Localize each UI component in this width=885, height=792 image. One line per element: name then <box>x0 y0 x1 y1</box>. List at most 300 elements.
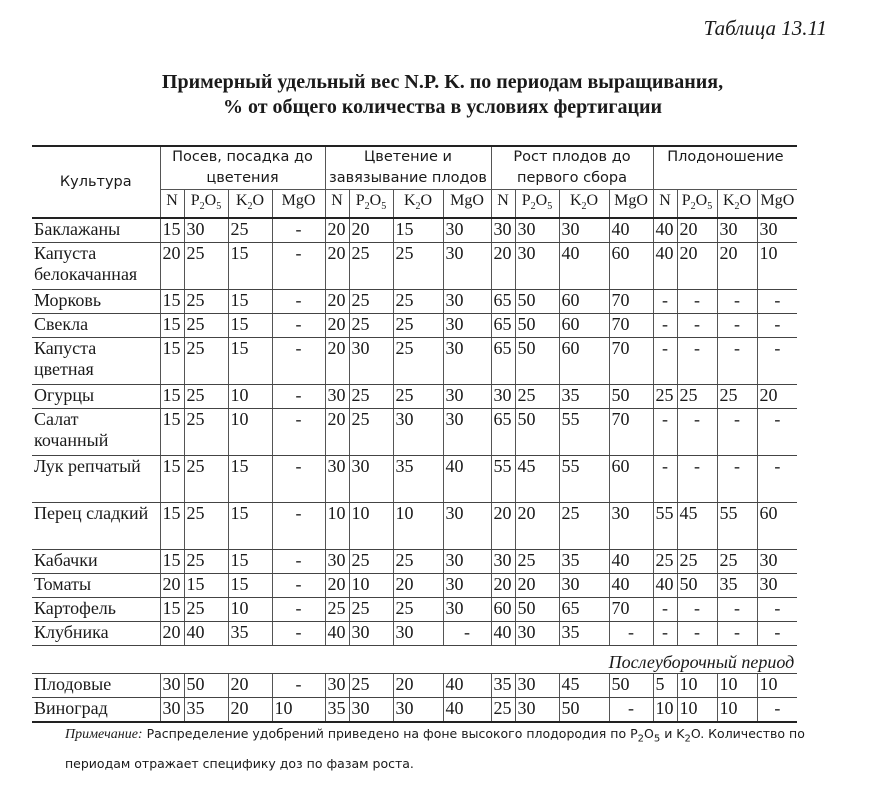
value-cell: 50 <box>184 674 228 698</box>
value-cell: 25 <box>515 385 559 409</box>
value-cell: 35 <box>228 622 272 646</box>
value-cell: 30 <box>757 550 797 574</box>
value-cell: 10 <box>393 503 443 550</box>
value-cell: 50 <box>559 698 609 723</box>
table-row <box>32 243 797 290</box>
value-cell: 10 <box>653 698 677 723</box>
value-cell: 65 <box>559 598 609 622</box>
value-cell: 30 <box>515 622 559 646</box>
value-cell: 25 <box>184 598 228 622</box>
value-cell: 25 <box>184 550 228 574</box>
value-cell: 30 <box>443 218 491 243</box>
value-cell: 15 <box>160 456 184 503</box>
value-cell: 55 <box>491 456 515 503</box>
value-cell: 25 <box>393 314 443 338</box>
value-cell: 30 <box>559 218 609 243</box>
value-cell: 30 <box>325 385 349 409</box>
value-cell: 15 <box>228 503 272 550</box>
value-cell: 65 <box>491 290 515 314</box>
value-cell: 20 <box>325 290 349 314</box>
header-nutrient: N <box>653 190 677 219</box>
header-period: Рост плодов до первого сбора <box>491 146 653 190</box>
value-cell: 20 <box>717 243 757 290</box>
value-cell: 25 <box>184 409 228 456</box>
value-cell: - <box>272 503 325 550</box>
value-cell: 30 <box>184 218 228 243</box>
value-cell: - <box>757 409 797 456</box>
value-cell: - <box>272 456 325 503</box>
table-row <box>32 456 797 503</box>
value-cell: 70 <box>609 338 653 385</box>
value-cell: 40 <box>443 674 491 698</box>
value-cell: 30 <box>443 598 491 622</box>
title-line-1: Примерный удельный вес N.P. K. по периодам выращивания, <box>161 71 724 93</box>
header-nutrient: $K_2O$ <box>228 190 272 219</box>
table-body <box>32 218 797 722</box>
value-cell: 25 <box>184 385 228 409</box>
value-cell: 10 <box>228 385 272 409</box>
value-cell: 30 <box>491 385 515 409</box>
value-cell: 70 <box>609 598 653 622</box>
value-cell: 25 <box>184 503 228 550</box>
value-cell: - <box>677 338 717 385</box>
value-cell: 30 <box>443 550 491 574</box>
value-cell: 35 <box>325 698 349 723</box>
value-cell: 30 <box>349 622 393 646</box>
value-cell: - <box>272 574 325 598</box>
value-cell: - <box>717 622 757 646</box>
value-cell: 70 <box>609 290 653 314</box>
header-row-periods <box>32 146 797 190</box>
table-row <box>32 314 797 338</box>
value-cell: 30 <box>717 218 757 243</box>
header-nutrient: N <box>160 190 184 219</box>
value-cell: 25 <box>349 598 393 622</box>
value-cell: - <box>272 243 325 290</box>
value-cell: - <box>757 456 797 503</box>
value-cell: 20 <box>325 409 349 456</box>
value-cell: 30 <box>393 698 443 723</box>
value-cell: 10 <box>228 598 272 622</box>
value-cell: - <box>677 456 717 503</box>
value-cell: 20 <box>325 218 349 243</box>
value-cell: 5 <box>653 674 677 698</box>
value-cell: 50 <box>515 314 559 338</box>
value-cell: 25 <box>653 385 677 409</box>
value-cell: 50 <box>515 290 559 314</box>
value-cell: 45 <box>515 456 559 503</box>
value-cell: 30 <box>515 243 559 290</box>
culture-name: Огурцы <box>32 385 160 409</box>
value-cell: 20 <box>491 574 515 598</box>
value-cell: 25 <box>349 550 393 574</box>
footnote-label: Примечание: <box>65 727 143 742</box>
value-cell: - <box>757 290 797 314</box>
value-cell: 10 <box>349 503 393 550</box>
header-nutrient: MgO <box>272 190 325 219</box>
value-cell: - <box>717 409 757 456</box>
value-cell: 15 <box>160 503 184 550</box>
value-cell: 15 <box>160 409 184 456</box>
value-cell: 15 <box>160 385 184 409</box>
value-cell: 50 <box>609 674 653 698</box>
value-cell: - <box>757 338 797 385</box>
value-cell: 30 <box>393 622 443 646</box>
value-cell: 15 <box>228 314 272 338</box>
value-cell: 40 <box>491 622 515 646</box>
value-cell: 40 <box>443 698 491 723</box>
value-cell: 25 <box>677 385 717 409</box>
value-cell: - <box>272 550 325 574</box>
value-cell: - <box>717 338 757 385</box>
header-nutrient: $P_2O_5$ <box>677 190 717 219</box>
table-row <box>32 409 797 456</box>
header-nutrient: $P_2O_5$ <box>349 190 393 219</box>
value-cell: - <box>272 218 325 243</box>
value-cell: 30 <box>443 314 491 338</box>
value-cell: - <box>717 456 757 503</box>
value-cell: 70 <box>609 409 653 456</box>
value-cell: 10 <box>272 698 325 723</box>
value-cell: 25 <box>393 385 443 409</box>
value-cell: 20 <box>228 674 272 698</box>
culture-name: Морковь <box>32 290 160 314</box>
header-nutrient: $K_2O$ <box>559 190 609 219</box>
value-cell: - <box>272 409 325 456</box>
value-cell: 30 <box>609 503 653 550</box>
value-cell: 60 <box>609 243 653 290</box>
culture-name: Лук репчатый <box>32 456 160 503</box>
value-cell: 30 <box>349 698 393 723</box>
value-cell: 15 <box>393 218 443 243</box>
value-cell: 60 <box>491 598 515 622</box>
value-cell: 20 <box>160 574 184 598</box>
value-cell: 40 <box>609 218 653 243</box>
value-cell: 30 <box>443 243 491 290</box>
value-cell: 30 <box>325 550 349 574</box>
value-cell: 35 <box>393 456 443 503</box>
value-cell: 20 <box>349 218 393 243</box>
value-cell: 25 <box>184 456 228 503</box>
header-nutrient: $K_2O$ <box>393 190 443 219</box>
value-cell: 50 <box>677 574 717 598</box>
value-cell: - <box>653 314 677 338</box>
post-harvest-label: Послеуборочный период <box>32 646 797 674</box>
value-cell: - <box>272 622 325 646</box>
value-cell: - <box>677 622 717 646</box>
value-cell: 35 <box>559 385 609 409</box>
value-cell: 25 <box>393 550 443 574</box>
value-cell: - <box>272 674 325 698</box>
value-cell: 30 <box>443 290 491 314</box>
value-cell: - <box>653 598 677 622</box>
value-cell: 25 <box>349 243 393 290</box>
value-cell: 35 <box>184 698 228 723</box>
culture-name: Баклажаны <box>32 218 160 243</box>
value-cell: 20 <box>325 314 349 338</box>
value-cell: - <box>653 622 677 646</box>
value-cell: 55 <box>559 456 609 503</box>
header-nutrient: MgO <box>757 190 797 219</box>
value-cell: 20 <box>393 674 443 698</box>
value-cell: 20 <box>677 243 717 290</box>
value-cell: 25 <box>559 503 609 550</box>
value-cell: 30 <box>515 218 559 243</box>
value-cell: 25 <box>228 218 272 243</box>
value-cell: 10 <box>717 698 757 723</box>
value-cell: 50 <box>515 338 559 385</box>
value-cell: - <box>757 314 797 338</box>
culture-name: Томаты <box>32 574 160 598</box>
header-nutrient: N <box>325 190 349 219</box>
table-row <box>32 698 797 723</box>
table-row <box>32 674 797 698</box>
value-cell: 15 <box>228 574 272 598</box>
value-cell: 15 <box>160 550 184 574</box>
value-cell: 60 <box>559 338 609 385</box>
value-cell: 30 <box>349 338 393 385</box>
value-cell: 40 <box>653 574 677 598</box>
table-row <box>32 290 797 314</box>
value-cell: 20 <box>491 503 515 550</box>
header-nutrient: $P_2O_5$ <box>184 190 228 219</box>
value-cell: - <box>677 314 717 338</box>
value-cell: 45 <box>677 503 717 550</box>
value-cell: 40 <box>653 243 677 290</box>
culture-name: Салат кочанный <box>32 409 160 456</box>
value-cell: 25 <box>184 314 228 338</box>
value-cell: 20 <box>325 338 349 385</box>
value-cell: 30 <box>559 574 609 598</box>
value-cell: 55 <box>653 503 677 550</box>
value-cell: 30 <box>757 574 797 598</box>
culture-name: Капуста цветная <box>32 338 160 385</box>
value-cell: - <box>653 290 677 314</box>
value-cell: - <box>717 290 757 314</box>
value-cell: 30 <box>393 409 443 456</box>
header-period: Посев, посадка до цветения <box>160 146 325 190</box>
value-cell: 60 <box>559 290 609 314</box>
table-row <box>32 385 797 409</box>
value-cell: 45 <box>559 674 609 698</box>
value-cell: 35 <box>559 550 609 574</box>
value-cell: - <box>272 314 325 338</box>
value-cell: 55 <box>559 409 609 456</box>
value-cell: 30 <box>515 674 559 698</box>
value-cell: 65 <box>491 409 515 456</box>
value-cell: 20 <box>325 574 349 598</box>
value-cell: 20 <box>491 243 515 290</box>
table-number: Таблица 13.11 <box>703 16 827 40</box>
title-line-2: % от общего количества в условиях фертигации <box>222 96 663 118</box>
value-cell: 20 <box>757 385 797 409</box>
value-cell: 15 <box>160 314 184 338</box>
value-cell: 30 <box>443 338 491 385</box>
value-cell: 60 <box>609 456 653 503</box>
value-cell: - <box>272 338 325 385</box>
value-cell: 30 <box>160 698 184 723</box>
table-row <box>32 574 797 598</box>
culture-name: Кабачки <box>32 550 160 574</box>
value-cell: 25 <box>515 550 559 574</box>
section-row <box>32 646 797 674</box>
culture-name: Свекла <box>32 314 160 338</box>
value-cell: - <box>717 314 757 338</box>
value-cell: 20 <box>160 622 184 646</box>
header-culture: Культура <box>32 146 160 218</box>
value-cell: 10 <box>757 674 797 698</box>
value-cell: - <box>609 698 653 723</box>
value-cell: 10 <box>717 674 757 698</box>
value-cell: 35 <box>559 622 609 646</box>
value-cell: 25 <box>184 243 228 290</box>
value-cell: 25 <box>491 698 515 723</box>
value-cell: 25 <box>677 550 717 574</box>
value-cell: - <box>272 290 325 314</box>
value-cell: 15 <box>160 290 184 314</box>
value-cell: 20 <box>160 243 184 290</box>
value-cell: 15 <box>160 598 184 622</box>
value-cell: 15 <box>228 243 272 290</box>
value-cell: 15 <box>228 550 272 574</box>
value-cell: 25 <box>717 385 757 409</box>
value-cell: 25 <box>349 385 393 409</box>
value-cell: 30 <box>160 674 184 698</box>
value-cell: 40 <box>559 243 609 290</box>
header-nutrient: MgO <box>443 190 491 219</box>
value-cell: 30 <box>491 550 515 574</box>
value-cell: 20 <box>325 243 349 290</box>
table-row <box>32 218 797 243</box>
value-cell: 30 <box>757 218 797 243</box>
value-cell: 30 <box>443 574 491 598</box>
value-cell: 60 <box>757 503 797 550</box>
value-cell: 25 <box>393 290 443 314</box>
value-cell: 20 <box>515 574 559 598</box>
value-cell: 60 <box>559 314 609 338</box>
value-cell: 25 <box>184 338 228 385</box>
value-cell: - <box>272 598 325 622</box>
culture-name: Плодовые <box>32 674 160 698</box>
value-cell: 15 <box>160 338 184 385</box>
value-cell: 25 <box>717 550 757 574</box>
value-cell: 10 <box>325 503 349 550</box>
value-cell: 25 <box>393 243 443 290</box>
value-cell: - <box>757 598 797 622</box>
value-cell: 25 <box>349 674 393 698</box>
value-cell: 65 <box>491 314 515 338</box>
value-cell: 30 <box>325 674 349 698</box>
value-cell: 55 <box>717 503 757 550</box>
table-row <box>32 503 797 550</box>
value-cell: 30 <box>443 503 491 550</box>
value-cell: - <box>717 598 757 622</box>
value-cell: 15 <box>184 574 228 598</box>
value-cell: 30 <box>349 456 393 503</box>
value-cell: 40 <box>653 218 677 243</box>
value-cell: 25 <box>653 550 677 574</box>
value-cell: 35 <box>717 574 757 598</box>
value-cell: - <box>677 290 717 314</box>
value-cell: - <box>653 456 677 503</box>
value-cell: 70 <box>609 314 653 338</box>
value-cell: - <box>677 409 717 456</box>
value-cell: 25 <box>325 598 349 622</box>
value-cell: 50 <box>515 598 559 622</box>
table-row <box>32 598 797 622</box>
value-cell: 20 <box>228 698 272 723</box>
footnote <box>65 722 835 776</box>
value-cell: 40 <box>609 550 653 574</box>
value-cell: 20 <box>393 574 443 598</box>
fertigation-table <box>32 145 797 723</box>
header-period: Плодоношение <box>653 146 797 190</box>
value-cell: 25 <box>349 409 393 456</box>
value-cell: 10 <box>677 674 717 698</box>
footnote-text: Распределение удобрений приведено на фоне высокого плодородия по $P_2O_5$ и $K_2O$. Количество по периодам отражает специфику доз по фазам роста. <box>65 726 805 771</box>
value-cell: - <box>757 698 797 723</box>
value-cell: - <box>653 338 677 385</box>
culture-name: Перец сладкий <box>32 503 160 550</box>
value-cell: 30 <box>443 385 491 409</box>
table-row <box>32 622 797 646</box>
value-cell: 30 <box>491 218 515 243</box>
header-nutrient: $P_2O_5$ <box>515 190 559 219</box>
table-row <box>32 550 797 574</box>
value-cell: 10 <box>228 409 272 456</box>
value-cell: 20 <box>677 218 717 243</box>
header-period: Цветение и завязывание плодов <box>325 146 491 190</box>
culture-name: Капуста белокачанная <box>32 243 160 290</box>
value-cell: 25 <box>393 598 443 622</box>
value-cell: 10 <box>349 574 393 598</box>
value-cell: 25 <box>184 290 228 314</box>
value-cell: 20 <box>515 503 559 550</box>
value-cell: 30 <box>515 698 559 723</box>
value-cell: 30 <box>325 456 349 503</box>
value-cell: 35 <box>491 674 515 698</box>
value-cell: 65 <box>491 338 515 385</box>
value-cell: 30 <box>443 409 491 456</box>
table-row <box>32 338 797 385</box>
value-cell: - <box>443 622 491 646</box>
value-cell: 50 <box>609 385 653 409</box>
culture-name: Виноград <box>32 698 160 723</box>
header-nutrient: MgO <box>609 190 653 219</box>
value-cell: 25 <box>393 338 443 385</box>
culture-name: Картофель <box>32 598 160 622</box>
value-cell: 25 <box>349 314 393 338</box>
value-cell: 50 <box>515 409 559 456</box>
value-cell: 15 <box>160 218 184 243</box>
value-cell: 40 <box>609 574 653 598</box>
value-cell: 40 <box>443 456 491 503</box>
value-cell: 40 <box>325 622 349 646</box>
value-cell: 40 <box>184 622 228 646</box>
value-cell: 25 <box>349 290 393 314</box>
value-cell: 15 <box>228 456 272 503</box>
value-cell: - <box>757 622 797 646</box>
value-cell: - <box>653 409 677 456</box>
value-cell: 10 <box>757 243 797 290</box>
value-cell: - <box>677 598 717 622</box>
value-cell: 10 <box>677 698 717 723</box>
header-nutrient: N <box>491 190 515 219</box>
header-nutrient: $K_2O$ <box>717 190 757 219</box>
value-cell: 15 <box>228 338 272 385</box>
value-cell: - <box>609 622 653 646</box>
value-cell: 15 <box>228 290 272 314</box>
